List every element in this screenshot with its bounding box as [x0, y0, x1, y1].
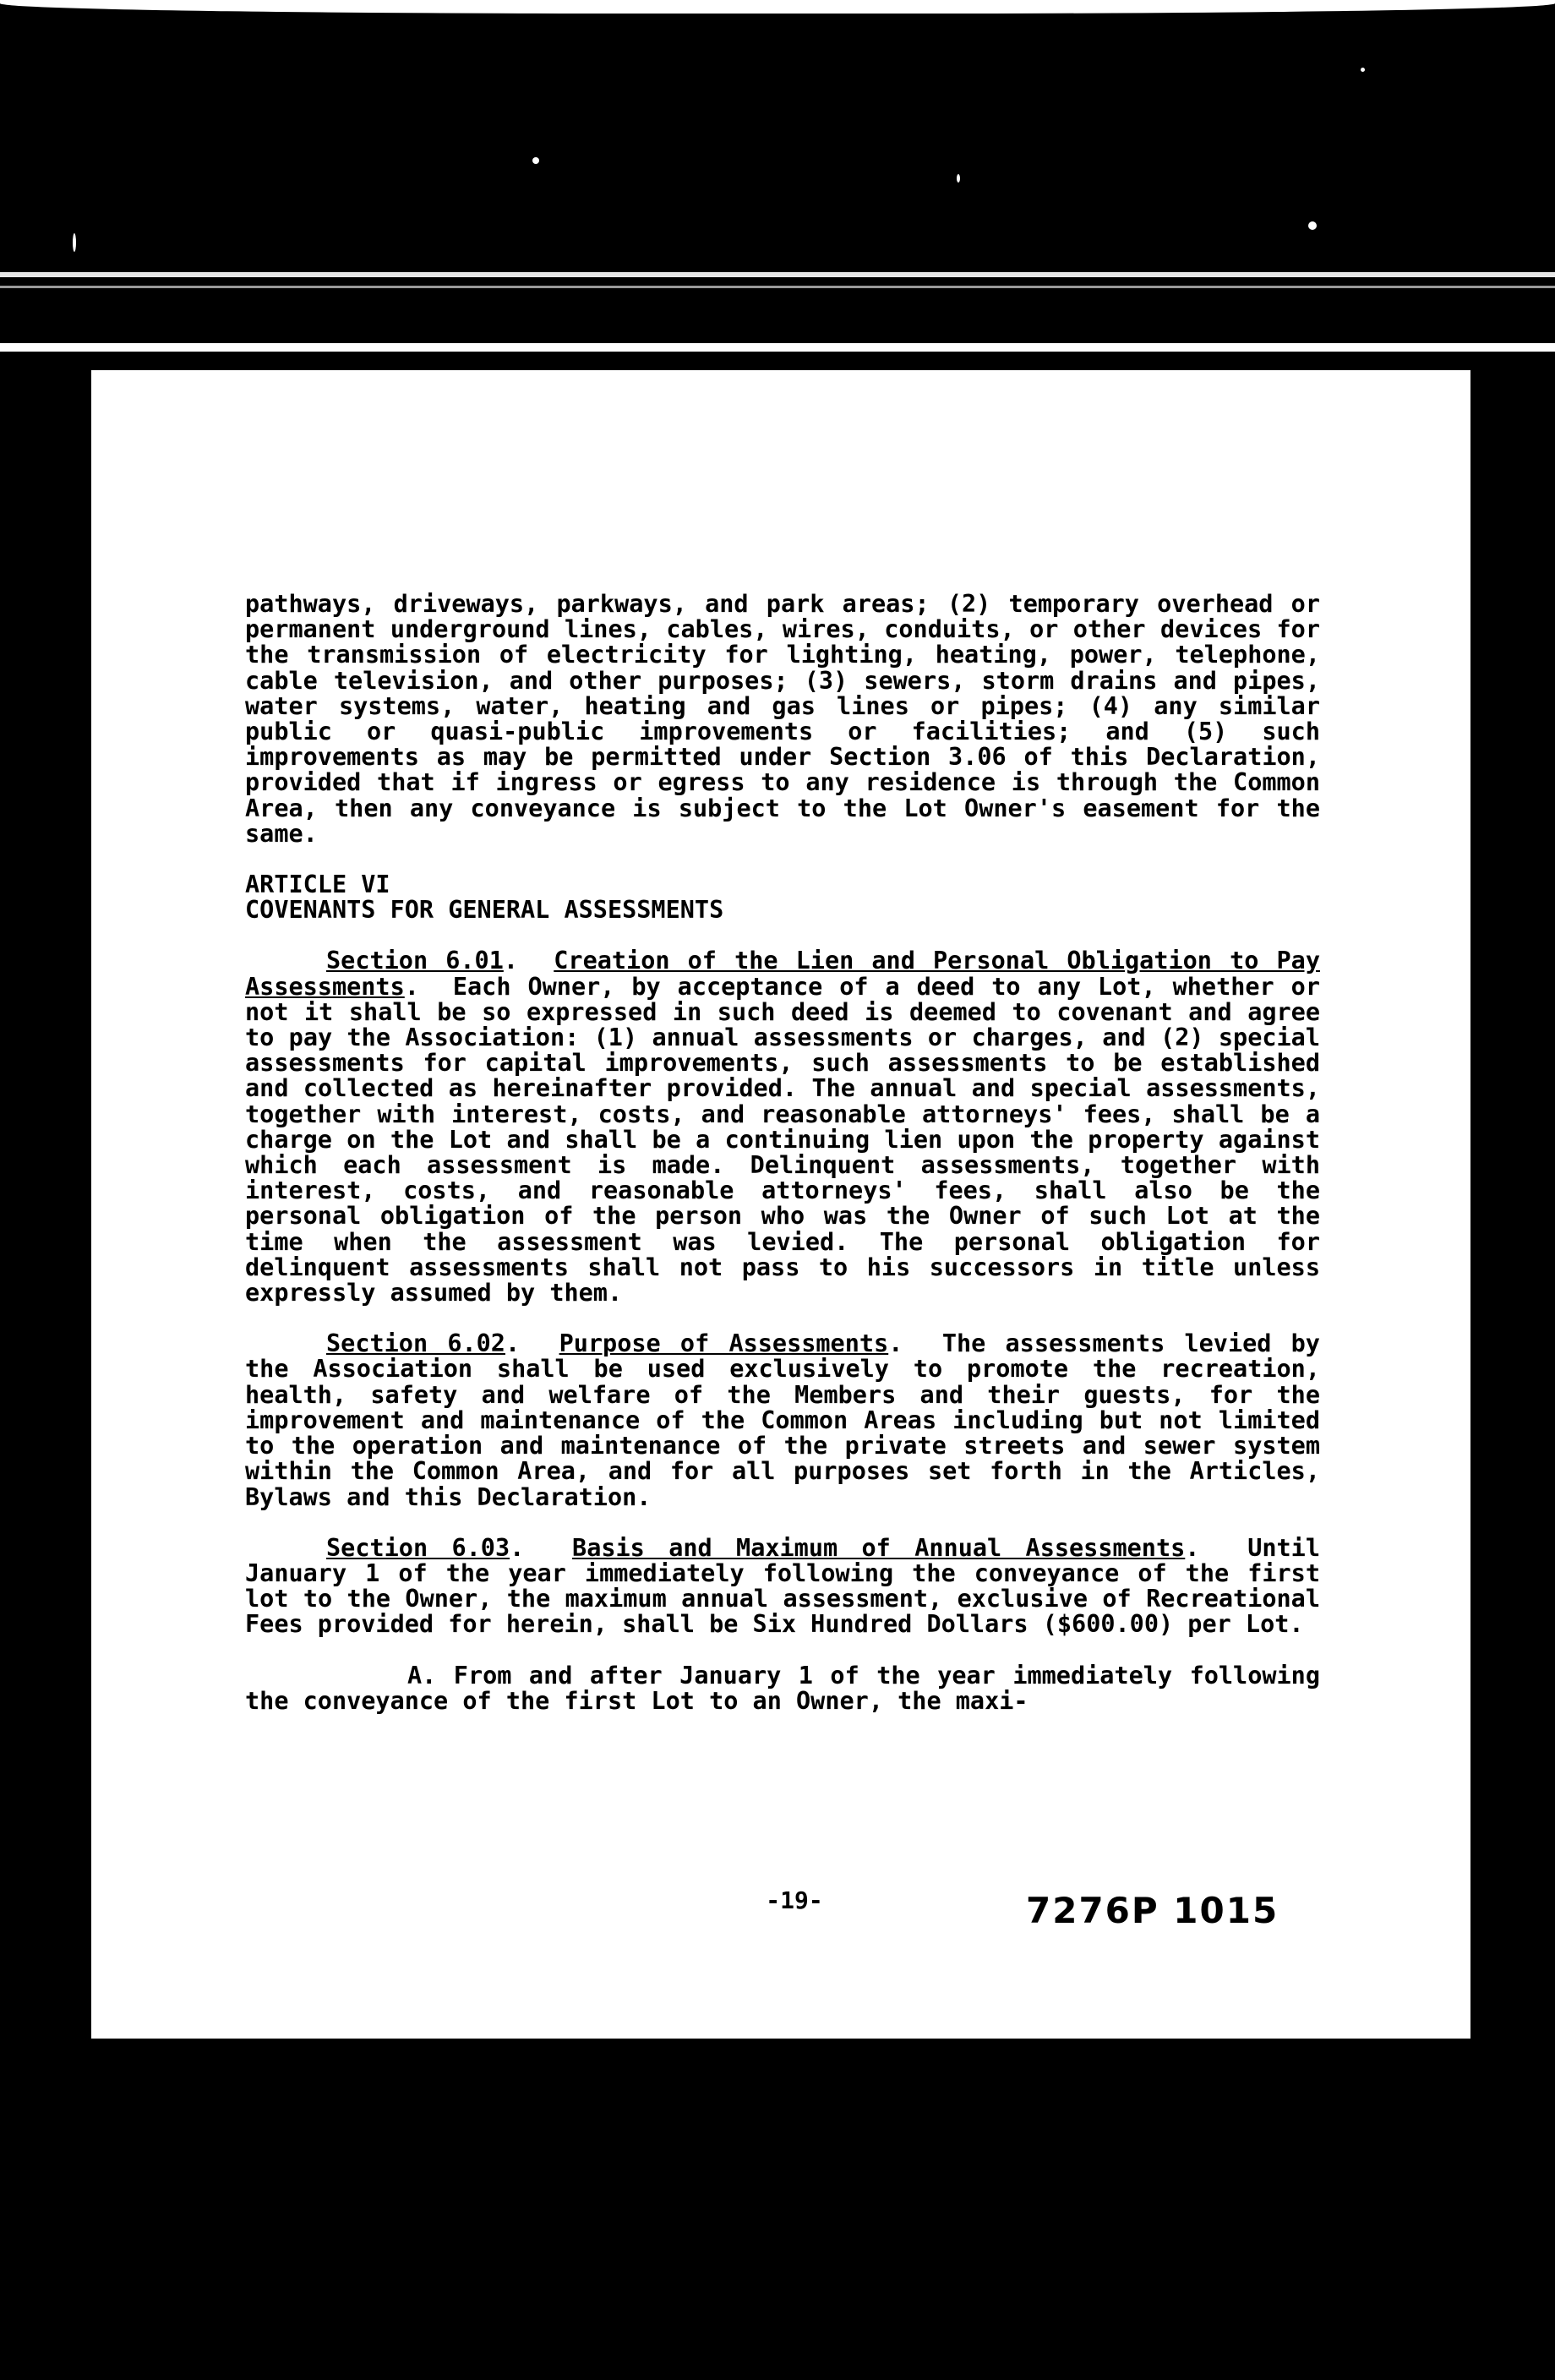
section-6-03-body: Until January 1 of the year immediately following the conveyance of the first lot to the Owner, the maximum annual assessment, exclusive of Recreational Fees provided for herein, shall be Six Hundred Dollars ($600.00) per Lot. [245, 1533, 1320, 1639]
subsection-a: A. From and after January 1 of the year immediately following the conveyance of the first Lot to an Owner, the maxi- [245, 1661, 1320, 1715]
section-6-02-title: Purpose of Assessments [559, 1329, 889, 1358]
scan-speck [1308, 221, 1317, 230]
section-6-01-body: Each Owner, by acceptance of a deed to any Lot, whether or not it shall be so expressed in such deed is deemed to covenant and agree to pay the Association: (1) annual assessments or charges, and (2) special assessments for capital improvements, such assessments to be established and collected as hereinafter provided. The annual and special assessments, together with interest, costs, and reasonable attorneys' fees, shall be a charge on the Lot and shall be a continuing lien upon the property against which each assessment is made. Delinquent assessments, together with interest, costs, and reasonable attorneys' fees, shall also be the personal obligation of the person who was the Owner of such Lot at the time when the assessment was levied. The personal obligation for delinquent assessments shall not pass to his successors in title unless expressly assumed by them. [245, 972, 1320, 1307]
body-paragraph: pathways, driveways, parkways, and park areas; (2) temporary overhead or permanent underground lines, cables, wires, conduits, or other devices for the transmission of electricity for lighting, heating, power, telephone, cable television, and other purposes; (3) sewers, storm drains and pipes, water systems, water, heating and gas lines or pipes; (4) any similar public or quasi-public improvements or facilities; and (5) such improvements as may be permitted under Section 3.06 of this Declaration, provided that if ingress or egress to any residence is through the Common Area, then any conveyance is subject to the Lot Owner's easement for the same. [245, 590, 1320, 848]
scan-speck [957, 174, 960, 183]
recording-stamp: 7276P 1015 [1026, 1890, 1279, 1931]
article-heading [245, 872, 1320, 923]
section-6-01-number: Section 6.01 [326, 947, 504, 975]
scan-torn-edge [0, 0, 1555, 14]
section-6-03-number: Section 6.03 [326, 1533, 510, 1562]
article-title: COVENANTS FOR GENERAL ASSESSMENTS [245, 896, 724, 925]
article-number: ARTICLE VI [245, 871, 390, 899]
scan-speck [1361, 68, 1365, 72]
document-body [245, 592, 1320, 1714]
scan-speck [532, 157, 539, 164]
section-6-02-number: Section 6.02 [326, 1329, 505, 1358]
section-6-03-title: Basis and Maximum of Annual Assessments [572, 1533, 1186, 1562]
scan-artifact-line [0, 286, 1555, 288]
section-6-03: Section 6.03. Basis and Maximum of Annual Assessments. Until January 1 of the year immediately following the conveyance of the first lot to the Owner, the maximum annual assessment, exclusive of Recreational Fees provided for herein, shall be Six Hundred Dollars ($600.00) per Lot. [245, 1533, 1320, 1639]
scan-artifact-line [0, 272, 1555, 277]
scan-speck [73, 233, 76, 252]
section-6-01: Section 6.01. Creation of the Lien and Personal Obligation to Pay Assessments. Each Owner, by acceptance of a deed to any Lot, whether or not it shall be so expressed in such deed is deemed to covenant and agree to pay the Association: (1) annual assessments or charges, and (2) special assessments for capital improvements, such assessments to be established and collected as hereinafter provided. The annual and special assessments, together with interest, costs, and reasonable attorneys' fees, shall be a charge on the Lot and shall be a continuing lien upon the property against which each assessment is made. Delinquent assessments, together with interest, costs, and reasonable attorneys' fees, shall also be the personal obligation of the person who was the Owner of such Lot at the time when the assessment was levied. The personal obligation for delinquent assessments shall not pass to his successors in title unless expressly assumed by them. [245, 947, 1320, 1307]
section-6-02-body: The assessments levied by the Association shall be used exclusively to promote the recreation, health, safety and welfare of the Members and their guests, for the improvement and maintenance of the Common Areas including but not limited to the operation and maintenance of the private streets and sewer system within the Common Area, and for all purposes set forth in the Articles, Bylaws and this Declaration. [245, 1329, 1320, 1511]
page-number: -19- [766, 1886, 823, 1914]
scan-artifact-line [0, 343, 1555, 352]
section-6-02: Section 6.02. Purpose of Assessments. The assessments levied by the Association shall be used exclusively to promote the recreation, health, safety and welfare of the Members and their guests, for the improvement and maintenance of the Common Areas including but not limited to the operation and maintenance of the private streets and sewer system within the Common Area, and for all purposes set forth in the Articles, Bylaws and this Declaration. [245, 1329, 1320, 1511]
section-6-01-title: Creation of the Lien and Personal Obligation to Pay Assessments [245, 947, 1320, 1001]
scan-border-top [0, 0, 1555, 355]
